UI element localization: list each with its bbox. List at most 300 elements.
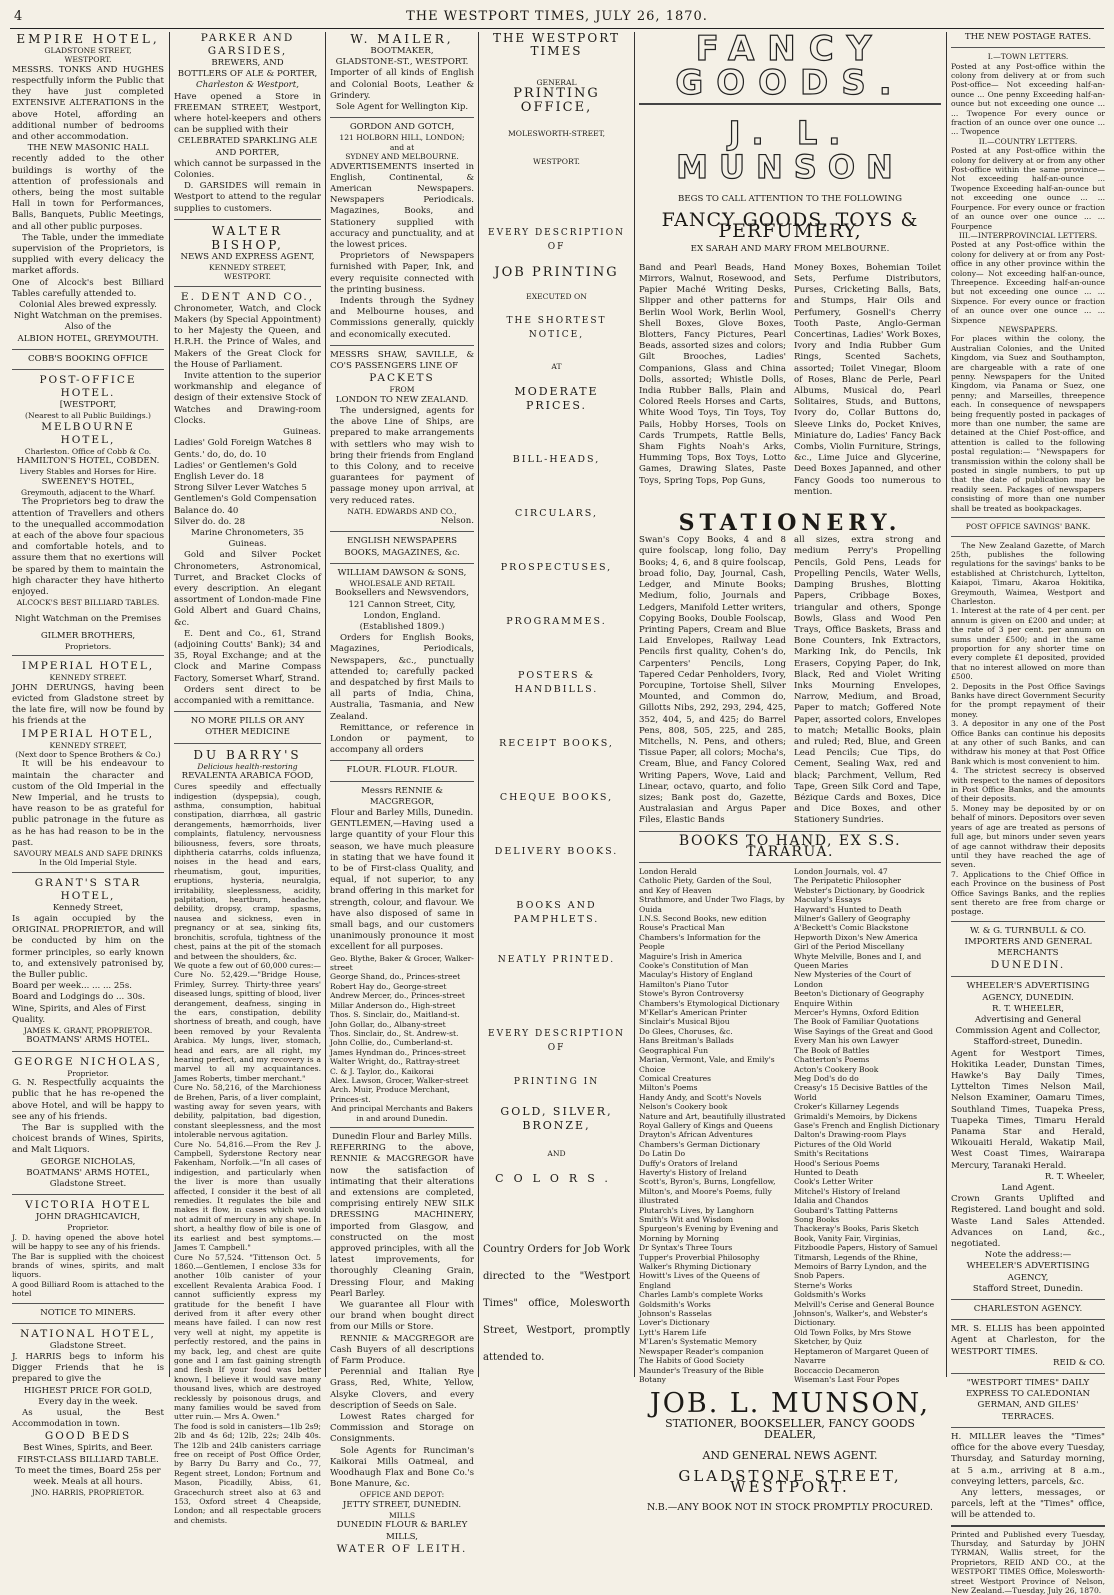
book-title: Rouse's Practical Man xyxy=(639,923,725,933)
dent-orders: Orders sent direct to be accompanied with a remittance. xyxy=(174,684,321,706)
book-title: Meg Dod's do do xyxy=(794,1073,859,1083)
watchman-note: Night Watchman on the premises. xyxy=(13,311,163,322)
grant-street: Kennedy Street, xyxy=(52,902,124,913)
garsides-note: D. GARSIDES will remain in Westport to attend to the regular supplies to customers. xyxy=(174,181,321,214)
rt-wheeler-2: R. T. Wheeler, xyxy=(1044,1171,1105,1182)
fancy-goods-line: FANCY GOODS, TOYS & PERFUMERY, xyxy=(661,209,919,243)
column-5 xyxy=(639,29,941,1513)
book-title: Maunder's Treasury of the Bible Botany xyxy=(639,1365,764,1384)
and-general: AND GENERAL NEWS AGENT. xyxy=(702,1448,878,1462)
book-title: Smith's Wit and Wisdom xyxy=(639,1215,734,1224)
nicholas-sub: Proprietor. xyxy=(67,1068,109,1078)
grant-wines: Wine, Spirits, and Ales of First Quality. xyxy=(12,1003,146,1025)
book-title: Song Books xyxy=(794,1215,840,1224)
book-title: Nature and Art, beautifully illustrated xyxy=(639,1111,786,1121)
signatory-row: Alex. Lawson, Grocer, Walker-street xyxy=(330,1075,469,1085)
book-title: Lover's Dictionary xyxy=(639,1318,710,1328)
column-1 xyxy=(12,32,164,1498)
signatory-row: James Hyndman do., Princes-street xyxy=(330,1047,466,1057)
drag-bar: The Bar is supplied with the choicest brands of wines, spirits, and malt liquors. xyxy=(12,1251,164,1280)
book-title: Mercer's Hymns, Oxford Edition xyxy=(794,1008,919,1018)
drag-prop: Proprietor. xyxy=(67,1223,109,1233)
delicious: Delicious health-restoring xyxy=(197,761,298,771)
wholesale: WHOLESALE AND RETAIL xyxy=(349,578,455,588)
book-title: Spurgeon's Evening by Evening and Morning by Morning xyxy=(639,1224,779,1243)
ex-sarah: EX SARAH AND MARY FROM MELBOURNE. xyxy=(690,243,890,254)
news-body: For places within the colony, the Australian Colonies, and the United Kingdom, via Suez and Southampton, are chargeable with a rate of one penny. Newspapers for the United Kingdom, via Panama or Suez, one penny; and Marseilles, threepence each. In consequence of newspapers being frequently posted in packages of more than one number, the same are detained at the Chief Post-office, and attention is called to the following postal regulation:— "Newspapers for transmission within the colony shall be posted in single numbers, to put up that the date of publication may be readily seen. Packages of newspapers consisting of more than one number shall be treated as bookpackages. xyxy=(951,334,1105,513)
nicholas-bar: The Bar is supplied with the choicest brands of Wines, Spirits, and Malt Liquors. xyxy=(12,1122,164,1156)
rennie-macgregor: Messrs RENNIE & MACGREGOR, xyxy=(361,785,443,807)
nicholas-street: Gladstone Street. xyxy=(49,1178,127,1189)
book-title: Sterne's Works xyxy=(794,1280,853,1290)
wheeler-sub: Advertising and General Commission Agent and Collector, xyxy=(955,1014,1101,1037)
melbourne-sub: Charleston. Office of Cobb & Co. xyxy=(24,446,152,456)
book-title: Idalia and Chandos xyxy=(794,1196,869,1206)
inter-body: Posted at any Post-office within the colony for delivery at or from any Post-office in any other province within the colony— Not exceeding half-an-ounce, Threepence. Exceeding half-an-ounce but not exceeding one ounce ... ... Sixpence. For every ounce or fraction of an ounce over one ounce ... ... Sixpence xyxy=(951,240,1105,325)
book-title: Maguire's Irish in America xyxy=(639,951,743,961)
guarantee: We guarantee all Flour with our brand when bought direct from our Mills or Store. xyxy=(330,1300,474,1333)
price-row: English Lever do. 18 xyxy=(174,471,264,482)
dubarry-cure-3: Cure No. 54,816.—From the Rev J. Campbell, Syderstone Rectory near Fakenham, Norfolk.—"In all cases of indigestion, and particularly when the liver is more than usually affected, I consider it the best of all remedies. It regulates the bile and makes it flow, in cases which would not admit of mercury in any shape. In short, a healthy flow of bile is one of its earliest and best symptoms.—James T. Campbell." xyxy=(174,1139,321,1253)
divider xyxy=(12,655,164,656)
george-nicholas: GEORGE NICHOLAS, xyxy=(14,1055,162,1068)
divider xyxy=(639,831,941,832)
harris-usual: As usual, the Best Accommodation in town. xyxy=(12,1408,164,1430)
orders-note: Any letters, messages, or parcels, left at the "Times" office, will be attended to. xyxy=(951,1487,1105,1521)
mailer-gladstone: GLADSTONE-ST., WESTPORT. xyxy=(335,57,469,68)
harris-day: Every day in the week. xyxy=(38,1396,138,1407)
book-title: Whyte Melville, Bones and I, and Queen Maries xyxy=(794,951,922,971)
holborn-hill: 121 HOLBORN HILL, LONDON; xyxy=(339,133,465,143)
land-agent: Land Agent. xyxy=(1001,1183,1055,1194)
column-rule xyxy=(634,32,635,1377)
harris-body: J. HARRIS begs to inform his Digger Friends that he is prepared to give the xyxy=(12,1351,164,1385)
book-title: Thackeray's Books, Paris Sketch Book, Vanity Fair, Virginias, Fitzboodle Papers, History of Samuel Titmarsh, Legends of the Rhine, Memoirs of Barry Lyndon, and the Snob Papers. xyxy=(794,1224,938,1281)
divider xyxy=(639,862,941,863)
divider xyxy=(174,711,321,712)
masthead-rule xyxy=(10,28,1104,29)
neatly-printed: NEATLY PRINTED. xyxy=(497,955,616,966)
gladstone-westport: GLADSTONE STREET, WESTPORT. xyxy=(678,1467,902,1497)
divider xyxy=(12,1323,164,1324)
news-express-agent: NEWS AND EXPRESS AGENT, xyxy=(180,251,315,262)
book-title: Johnson's, Walker's, and Webster's Dictionary. xyxy=(794,1309,928,1328)
from: FROM xyxy=(389,385,415,395)
cobbs-booking: COBB'S BOOKING OFFICE xyxy=(28,353,148,364)
price-row: Silver do. do. 28 xyxy=(174,516,246,527)
gordon-body: ADVERTISEMENTS inserted in English, Continental, & American Newspapers. Newspapers Periodicals. Magazines, Books, and Stationery supplied with accuracy and punctuality, and at the lowest prices. xyxy=(330,161,474,251)
newspapers: NEWSPAPERS. xyxy=(998,324,1058,334)
page-number: 4 xyxy=(14,9,24,24)
empire-body: MESSRS. TONKS AND HUGHES respectfully inform the Public that they have just completed EXTENSIVE ALTERATIONS in the above Hotel, affording an additional number of bedrooms and other accommodation. xyxy=(12,64,164,143)
derungs-body: JOHN DERUNGS, having been evicted from Gladstone street by the late fire, will now be found by his friends at the xyxy=(12,682,164,727)
book-title: Strathmore, and Under Two Flags, by Ouida xyxy=(639,895,785,914)
daily-express: "WESTPORT TIMES" DAILY EXPRESS TO CALEDONIAN GERMAN, AND GILES' TERRACES. xyxy=(965,1378,1091,1422)
job-item: DELIVERY BOOKS. xyxy=(494,846,619,858)
book-title: The Book of Battles xyxy=(794,1045,870,1055)
at: AT xyxy=(551,361,562,371)
grant-body: Is again occupied by the ORIGINAL PROPRIETOR, and will be conducted by him on the former principles, so early known to, and extensively patronised by, the Buller public. xyxy=(12,914,164,981)
dubarry-sold: The food is sold in canisters—1lb 2s9; 2lb and 4s 6d; 12lb, 22s; 24lb 40s. The 12lb and 24lb canisters carriage free on receipt of Post Office Order, by Barry Du Barry and Co., 77, Regent street, London; Fortnum and Mason, Picadilly, Abiss, 61, Gracechurch street also at 63 and 153, Oxford street 4 Cheapside, London; and all respectable grocers and chemists. xyxy=(174,1421,321,1525)
nicholas-body: G. N. Respectfully acquaints the public that he has re-opened the above Hotel, and will be happy to see any of his friends. xyxy=(12,1078,164,1122)
molesworth: MOLESWORTH-STREET, xyxy=(507,129,606,139)
postage-rates-title: THE NEW POSTAGE RATES. xyxy=(964,32,1092,42)
book-title: I.N.S. Second Books, new edition xyxy=(639,914,767,923)
divider xyxy=(12,872,164,873)
wheelers-agency: WHEELER'S ADVERTISING AGENCY, DUNEDIN. xyxy=(966,981,1090,1003)
column-2 xyxy=(174,32,321,1525)
dubarry-body: Cures speedily and effectually indigestion (dyspepsia), cough, asthma, consumption, habitual constipation, diarrhœa, all gastric derangements, hæmorrhoids, liver complaints, flatulency, nervousness biliousness, fevers, sore throats, diphtheria catarrhs, colds influenza, noises in the head and ears, rheumatism, gout, impurities, eruptions, hysteria, neuralgia, irritability, sleeplessness, acidity, palpitation, heartburn, headache, debility, dropsy, cramp, spasms, nausea and sickness, even in pregnancy or at sea, sinking fits, bronchitis, scrofula, tightness of the chest, pains at the pit of the stomach and between the shoulders, &c. xyxy=(174,782,321,961)
national-street: Gladstone Street. xyxy=(49,1340,127,1351)
divider xyxy=(174,286,321,287)
gordon-prop: Proprietors of Newspapers furnished with Paper, Ink, and every requisite connected with the printing business. xyxy=(330,251,474,295)
book-title: Chambers's Etymological Dictionary xyxy=(639,998,780,1008)
nicholas-arms: BOATMANS' ARMS HOTEL, xyxy=(26,1167,150,1178)
book-title: Every Man his own Lawyer xyxy=(794,1036,899,1046)
fancy-goods-list xyxy=(639,263,941,498)
book-title: London Journals, vol. 47 xyxy=(794,866,888,876)
dent-invite: Invite attention to the superior workmanship and elegance of design of their extensive Stock of Watches and Drawing-room Clocks. xyxy=(174,371,321,426)
lowest-rates: Lowest Rates charged for Commission and Storage on Consignments. xyxy=(330,1412,474,1445)
divider xyxy=(330,117,474,118)
cash-buyers: RENNIE & MACGREGOR are Cash Buyers of all descriptions of Farm Produce. xyxy=(330,1333,474,1367)
revalenta: REVALENTA ARABICA FOOD, xyxy=(181,770,314,781)
stafford: Stafford-street, Dunedin. xyxy=(973,1037,1083,1048)
books-list xyxy=(639,867,941,1384)
column-rule xyxy=(325,32,326,1377)
signatory-row: Walter Wright, do., Rattray-street xyxy=(330,1057,460,1067)
book-title: Sinclair's Musical Bijou xyxy=(639,1017,730,1027)
masonic-body: recently added to the other buildings is worthy of the attention of professionals and others, being the most suitable Hall in town for Performances, Balls, Banquets, Public Meetings, and all other public purposes. xyxy=(12,154,164,232)
brewers: BREWERS, AND xyxy=(211,58,284,68)
town-letters: I.—TOWN LETTERS. xyxy=(987,52,1069,62)
col4-westport: WESTPORT. xyxy=(533,156,580,166)
book-title: Hood's Serious Poems xyxy=(794,1158,880,1168)
divider xyxy=(951,1299,1105,1300)
munson-title: J. L. MUNSON xyxy=(676,114,904,186)
mills-label: MILLS xyxy=(388,1511,416,1521)
price-row: Ladies' Gold Foreign Watches 8 xyxy=(174,438,312,449)
bootmaker: BOOTMAKER, xyxy=(370,46,434,56)
book-title: A'Beckett's Comic Blackstone xyxy=(794,923,909,933)
begs-to-call: BEGS TO CALL ATTENTION TO THE FOLLOWING xyxy=(678,194,902,204)
dubarry-cure-1: We quote a few out of 60,000 cures:— Cure No. 52,429.—"Bridge House, Frimley, Surrey. Thirty-three years' diseased lungs, spitting of blood, liver derangement, deafness, singing in the ears, constipation, debility shortness of breath, and cough, have been removed by your Revalenta Arabica. My lungs, liver, stomach, head and ears, are all right, my hearing perfect, and my recovery is a marvel to all my acquaintances. James Roberts, timber merchant." xyxy=(174,960,321,1083)
signatories-list xyxy=(330,954,474,1105)
imperial-hotel-2: IMPERIAL HOTEL, xyxy=(21,727,155,740)
divider xyxy=(951,536,1105,537)
divider xyxy=(951,1427,1105,1428)
book-title: Hunted to Death xyxy=(794,1167,859,1177)
nicholas-2: GEORGE NICHOLAS, xyxy=(40,1156,136,1167)
book-title: Royal Gallery of Kings and Queens xyxy=(639,1120,773,1130)
and: AND xyxy=(547,1149,566,1159)
book-title: Comical Creatures xyxy=(639,1073,712,1083)
stationer-line: STATIONER, BOOKSELLER, FANCY GOODS DEALER, xyxy=(665,1416,915,1441)
job-item: PROSPECTUSES, xyxy=(500,562,613,574)
also-note: Also of the xyxy=(64,322,112,333)
savings-rule: 3. A depositor in any one of the Post Office Banks can continue his deposits at any other of such Banks, and can withdraw his money at that Post Office Bank which is most convenient to him. xyxy=(951,719,1105,766)
book-title: Goubard's Tatting Patterns xyxy=(794,1205,898,1215)
packets: PACKETS xyxy=(369,372,435,385)
rennie-mills: Flour and Barley Mills, Dunedin. xyxy=(330,808,474,819)
victoria-hotel: VICTORIA HOTEL xyxy=(25,1199,151,1212)
fancy-list-right: Money Boxes, Bohemian Toilet Sets, Perfume Distributors, Purses, Cricketing Balls, Bats, and Stumps, Hair Oils and Perfumery, Gosnell's Cherry Tooth Paste, Anglo-German Concertinas, Ladies' Work Boxes, Ivory and India Rubber Gum Rings, Scented Sachets, assorted; Toilet Vinegar, Bloom of Roses, Blanc de Perle, Pearl Albums, Musical do, Pearl Solitaires, Studs, and Buttons, Ivory do, Collar Buttons do, Sleeve Links do, Pocket Knives, Miniature do, Ladies' Fancy Back Combs, Violin Furniture, Strings, &c., Lime Juice and Glycerine, Deed Boxes Japanned, and other Fancy Goods too numerous to mention. xyxy=(794,262,941,497)
book-title: Smith's Recitations xyxy=(794,1149,869,1159)
job-item: RECEIPT BOOKS, xyxy=(499,738,614,750)
divider xyxy=(174,219,321,220)
dent-price-list xyxy=(174,438,321,528)
book-title: Johnson's Rasselas xyxy=(639,1309,712,1319)
stationery-title: STATIONERY. xyxy=(678,510,902,537)
every-description-2: EVERY DESCRIPTION OF xyxy=(488,1029,625,1054)
signatory-row: Millar Anderson do., High-street xyxy=(330,1000,456,1010)
imperial-next-door: (Next door to Spence Brothers & Co.) xyxy=(15,750,161,759)
dubarry-cure-4: Cure No 57,524. "Tittenson Oct. 5 1860.—Gentlemen, I enclose 33s for another 10lb canister of your excellent Revalenta Arabica Food. I cannot sufficiently express my gratitude for the benefit I have derived from it after every other means have failed. I can now rest very well at night, my appetite is perfectly restored, and the pains in my back, leg, and chest are quite gone and I am fast gaining strength and flesh If your food was better known, I believe it would save many thousand lives, which are destroyed recklessly by poisonous drugs, and many families would be saved from utter ruin.— Mrs A. Owen." xyxy=(174,1252,321,1422)
dunedin-flour: DUNEDIN FLOUR & BARLEY MILLS, xyxy=(336,1520,468,1542)
divider xyxy=(951,976,1105,977)
job-munson-title: JOB. L. MUNSON, xyxy=(649,1388,931,1420)
book-title: Melvill's Cerise and General Bounce xyxy=(794,1299,935,1309)
book-title: Creasy's 15 Decisive Battles of the World xyxy=(794,1083,928,1102)
sweeney-sub: Greymouth, adjacent to the Wharf. xyxy=(21,487,155,497)
du-barry: DU BARRY'S xyxy=(193,747,302,762)
book-title: Catholic Piety, Garden of the Soul, and Key of Heaven xyxy=(639,876,772,895)
fancy-goods-title: FANCY GOODS. xyxy=(675,29,905,103)
table-note: The Table, under the immediate supervision of the Proprietors, is supplied with every delicacy the market affords. xyxy=(12,232,164,277)
savings-bank: POST OFFICE SAVINGS' BANK. xyxy=(965,522,1091,532)
masonic-hall-heading: THE NEW MASONIC HALL xyxy=(27,143,149,154)
book-title: Howitt's Lives of the Queens of England xyxy=(639,1271,760,1290)
job-item: CIRCULARS, xyxy=(515,508,598,520)
sydney-melbourne: SYDNEY AND MELBOURNE. xyxy=(345,152,459,162)
to-meet: To meet the times, Board 25s per week. Meals at all hours. xyxy=(15,1465,161,1488)
job-printing: JOB PRINTING xyxy=(494,265,619,281)
book-title: Milton's Poems xyxy=(639,1083,698,1093)
book-title: Girl of the Period Miscellany xyxy=(794,942,905,952)
proprietors-body: The Proprietors beg to draw the attention of Travellers and others to the unequalled accommodation at each of the above four spacious and comfortable hotels, and to assure them that no exertions will be spared by them to maintain the high character they have hitherto enjoyed. xyxy=(12,497,164,597)
divider xyxy=(330,563,474,564)
book-title: Grimaldi's Memoirs, by Dickens xyxy=(794,1111,918,1121)
column-rule xyxy=(946,32,947,1377)
dent-rest: Gold and Silver Pocket Chronometers, Astronomical, Turret, and Bracket Clocks of every description. An elegant assortment of London-made Fine Gold Albert and Guard Chains, &c. xyxy=(174,550,321,628)
divider xyxy=(951,1525,1105,1527)
savings-body: The New Zealand Gazette, of March 25th, publishes the following regulations for the savings' banks to be established at Christchurch, Lyttelton, Kaiapoi, Timaru, Akaroa Hokitika, Greymouth, Waimea, Westport and Charleston. xyxy=(951,540,1105,606)
books-right xyxy=(794,867,941,1384)
harris-proprietor: JNO. HARRIS, PROPRIETOR. xyxy=(31,1488,145,1498)
shaw-saville: MESSRS SHAW, SAVILLE, & CO'S PASSENGERS LINE OF xyxy=(330,349,474,372)
book-title: Lytt's Harem Life xyxy=(639,1327,707,1337)
miller-body: H. MILLER leaves the "Times" office for the above every Tuesday, Thursday, and Saturday morning, at 5 a.m., arriving at 8 a.m., conveying letters, parcels, &c. xyxy=(951,1431,1105,1487)
turnbull: W. & G. TURNBULL & CO. xyxy=(969,925,1087,936)
celebrated-ale: CELEBRATED SPARKLING ALE AND PORTER, xyxy=(177,136,318,158)
drag-billiard: A good Billiard Room is attached to the hotel xyxy=(12,1279,164,1299)
nb-note: N.B.—ANY BOOK NOT IN STOCK PROMPTLY PROCURED. xyxy=(647,1501,933,1513)
book-title: Marian, Vermont, Vale, and Emily's Choice xyxy=(639,1055,775,1074)
parker-garsides: PARKER AND GARSIDES, xyxy=(200,32,295,57)
billiard-note: One of Alcock's best Billiard Tables carefully attended to. xyxy=(12,277,164,299)
job-item: CHEQUE BOOKS, xyxy=(499,792,614,804)
book-title: Cooke's Constitution of Man xyxy=(639,961,749,971)
job-items xyxy=(483,413,630,927)
printing-in: PRINTING IN xyxy=(513,1077,600,1088)
savoury-sub: In the Old Imperial Style. xyxy=(39,858,137,868)
book-title: Boccaccio Decameron xyxy=(794,1365,880,1375)
book-title: Webster's Dictionary, by Goodrick xyxy=(794,885,925,895)
stationery-list xyxy=(639,535,941,826)
dunedin-mills: Dunedin Flour and Barley Mills. xyxy=(332,1131,472,1142)
board-lodging: Board and Lodgings do ... 30s. xyxy=(12,992,146,1003)
post-office-hotel-title: POST-OFFICE HOTEL. xyxy=(39,374,137,400)
dent-title: E. DENT AND CO., xyxy=(180,290,315,303)
westport-times: THE WESTPORT TIMES xyxy=(492,31,621,58)
book-title: London Herald xyxy=(639,866,697,876)
no-more-pills: NO MORE PILLS OR ANY OTHER MEDICINE xyxy=(190,716,305,738)
signatory-row: Andrew Mercer, do., Princes-street xyxy=(330,991,465,1001)
and-at: and at xyxy=(389,142,415,152)
mailer-importer: Importer of all kinds of English and Colonial Boots, Leather & Grindery. xyxy=(330,68,474,101)
book-title: Charles Lamb's complete Works xyxy=(639,1290,763,1300)
signatory-row: Geo. Blythe, Baker & Grocer, Walker-street xyxy=(330,953,474,973)
book-title: Dalton's Drawing-room Plays xyxy=(794,1130,907,1140)
imperial-street: KENNEDY STREET. xyxy=(49,673,127,683)
note-address: Note the address:— xyxy=(984,1250,1072,1261)
imperial-hotel-title: IMPERIAL HOTEL, xyxy=(21,660,155,673)
book-title: Plutarch's Lives, by Langhorn xyxy=(639,1205,755,1215)
merchants: MERCHANTS xyxy=(997,948,1059,959)
signatory-row: John Gollar, do., Albany-street xyxy=(330,1019,446,1029)
importers: IMPORTERS AND GENERAL xyxy=(964,936,1092,947)
divider xyxy=(330,531,474,532)
stationery-left: Swan's Copy Books, 4 and 8 quire foolscap, long folio, Day Books; 4, 6, and 8 quire foolscap, broad folio, Day, Journal, Cash, Ledger, and Minute Books; Medium, folio, Journals and Ledgers, Manifold Letter writers, Copying Books, Double Foolscap, Printing Papers, Cream and Blue Laid Envelopes, Railway Lead Pencils first quality, Cohen's do, Carpenters' Pencils, Long Tapered Cedar Penholders, Ivory, Porcupine, Tortoise Shell, Silver Mounted, and Common do, Gillotts Nibs, 292, 293, 294, 425, 352, 404, 5, and 425; do Barrel Pens, 808, 505, 225, and 285, Mitchells, N. Pens, and others; Tissue Paper, all colors; Mocha's, Cream, Blue, and Fancy Colored Writing Papers, Wove, Laid and Linear, octavo, quarto, and folio sizes; Bank post do, Gazette, Australasian and Argus Paper Files, Elastic Bands xyxy=(639,535,786,826)
divider xyxy=(951,517,1105,518)
water-of-leith: WATER OF LEITH. xyxy=(336,1542,468,1555)
book-title: The Book of Familiar Quotations xyxy=(794,1017,919,1027)
moderate-prices: MODERATE PRICES. xyxy=(514,385,599,413)
book-title: Croker's Killarney Legends xyxy=(794,1102,899,1112)
good-beds: GOOD BEDS xyxy=(44,1430,132,1443)
book-title: Do Glees, Choruses, &c. xyxy=(639,1026,733,1036)
book-title: Goldsmith's Works xyxy=(639,1299,711,1309)
night-watchman: Night Watchman on the Premises xyxy=(14,613,162,624)
draghicavich: JOHN DRAGHICAVICH, xyxy=(35,1212,141,1223)
book-title: Walker's Rhyming Dictionary xyxy=(639,1262,752,1272)
signatory-row: John Collie, do., Cumberland-st. xyxy=(330,1038,453,1048)
hamilton-hotel: HAMILTON'S HOTEL, COBDEN. xyxy=(16,456,160,467)
rennie-body: GENTLEMEN,—Having used a large quantity of your Flour this season, we have much pleasure in stating that we have found it to be of First-class Quality, and equal, if not superior, to any brand offering in this market for strength, colour, and flavour. We have also disposed of same in small bags, and our customers unanimously pronounce it most excellent for all purposes. xyxy=(330,819,474,953)
colors: COLORS. xyxy=(495,1172,618,1186)
book-title: Chambers's German Dictionary xyxy=(639,1139,761,1149)
book-title: Maculay's Essays xyxy=(794,895,862,905)
gold-silver: GOLD, SILVER, BRONZE, xyxy=(500,1105,613,1133)
book-title: Hayward's Hunted to Death xyxy=(794,904,902,914)
price-row: Ladies' or Gentlemen's Gold xyxy=(174,460,298,471)
kennedy-street: KENNEDY STREET, xyxy=(209,263,286,273)
book-title: Mitchel's History of Ireland xyxy=(794,1186,901,1196)
albion-hotel: ALBION HOTEL, GREYMOUTH. xyxy=(17,333,159,344)
book-title: Hepworth Dixon's New America xyxy=(794,932,918,942)
first-class-billiard: FIRST-CLASS BILLIARD TABLE. xyxy=(17,1454,159,1465)
turnbull-dunedin: DUNEDIN. xyxy=(990,959,1066,972)
job-item: BOOKS AND PAMPHLETS. xyxy=(513,900,600,926)
flour-heading: FLOUR. FLOUR. FLOUR. xyxy=(346,765,458,776)
signatory-row: Thos. Sinclair, do., St. Andrew-st. xyxy=(330,1028,459,1038)
crown-grants: Crown Grants Uplifted and Registered. Land bought and sold. Waste Land Sales Attended. Advances on Land, &c., negotiated. xyxy=(951,1194,1105,1250)
signatory-row: George Shand, do., Princes-street xyxy=(330,972,461,982)
imprint: Printed and Published every Tuesday, Thursday, and Saturday by JOHN TYRMAN, Wallis street, for the Proprietors, REID AND CO., at the WESTPORT TIMES Office, Molesworth-street Westport Province of Nelson, New Zealand.—Tuesday, July 26, 1870. xyxy=(951,1529,1105,1595)
remittance: Remittance, or reference in London or payment, to accompany all orders xyxy=(330,722,474,756)
nelson: Nelson. xyxy=(440,516,474,527)
book-title: Pictures of the Old World xyxy=(794,1139,892,1149)
imperial-endeavour: It will be his endeavour to maintain the character and custom of the Old Imperial in the New Imperial, and he trusts to have reason to be as grateful for public patronage in the future as as he has had reason to be in the past. xyxy=(12,759,164,848)
dawson-body: Booksellers and Newsvendors, 121 Cannon Street, City, London, England. xyxy=(335,588,469,621)
job-item: POSTERS & HANDBILLS. xyxy=(514,670,599,696)
column-6 xyxy=(951,32,1105,1595)
divider xyxy=(951,1319,1105,1320)
marine-chrono: Marine Chronometers, 35 Guineas. xyxy=(191,527,304,550)
general: GENERAL xyxy=(536,78,577,87)
national-hotel: NATIONAL HOTEL, xyxy=(20,1327,156,1340)
parker-body: Have opened a Store in FREEMAN STREET, Westport, where hotel-keepers and others can be supplied with their xyxy=(174,91,321,136)
book-title: Hamilton's Piano Tutor xyxy=(639,979,729,989)
books-to-hand-title: BOOKS TO HAND, EX S.S. TARARUA. xyxy=(678,832,902,860)
column-rule xyxy=(478,32,479,1377)
every-description: EVERY DESCRIPTION OF xyxy=(488,228,625,253)
charleston-agency: CHARLESTON AGENCY. xyxy=(973,1304,1083,1315)
dawson-sons: WILLIAM DAWSON & SONS, xyxy=(337,567,467,578)
interprovincial: III.—INTERPROVINCIAL LETTERS. xyxy=(958,230,1098,240)
jetty-street: JETTY STREET, DUNEDIN. xyxy=(342,1499,462,1510)
town-body: Posted at any Post-office within the colony from delivery at or from such Post-office— Not exceeding half-an-ounce ... One penny Exceeding half-an-ounce but not exceeding one ounce ... ... Twopence For every ounce or fraction of an ounce over one ounce ... ... Twopence xyxy=(951,61,1105,137)
walter-bishop: WALTER BISHOP, xyxy=(211,223,284,252)
divider xyxy=(951,47,1105,48)
office-depot: OFFICE AND DEPOT: xyxy=(359,1490,445,1500)
book-title: Geographical Fun xyxy=(639,1045,709,1055)
divider xyxy=(12,369,164,370)
grant-proprietor: JAMES K. GRANT, PROPRIETOR. xyxy=(23,1026,153,1036)
book-title: Acton's Cookery Book xyxy=(794,1064,879,1074)
referring: REFERRING to the above, RENNIE & MACGREGOR have now the satisfaction of intimating that their alterations and extensions are completed, comprising entirely NEW SILK DRESSING MACHINERY, imported from Glasgow, and constructed on the most approved principles, with all the latest improvements, for thoroughly Cleaning Grain, Dressing Flour, and Making Pearl Barley. xyxy=(330,1143,474,1299)
signatory-row: Robert Hay do., George-street xyxy=(330,981,447,991)
shaw-body: The undersigned, agents for the above Line of Ships, are prepared to make arrangements with settlers who may wish to bring their friends from England to this Colony, and to receive guarantees for payment of passage money upon arrival, at very reduced rates. xyxy=(330,405,474,506)
book-title: Sketcher, by Quiz xyxy=(794,1337,862,1347)
dent-address: E. Dent and Co., 61, Strand (adjoining Coutts' Bank); 34 and 35, Royal Exchange; and at the Clock and Marine Compass Factory, Somerset Wharf, Strand. xyxy=(174,628,321,684)
english-newspapers: ENGLISH NEWSPAPERS BOOKS, MAGAZINES, &c. xyxy=(344,536,460,558)
job-item: BILL-HEADS, xyxy=(512,454,601,466)
melbourne-hotel: MELBOURNE HOTEL, xyxy=(41,420,135,446)
post-westport: [WESTPORT, xyxy=(59,400,117,411)
imperial-street-2: KENNEDY STREET, xyxy=(49,740,127,750)
divider xyxy=(12,1051,164,1052)
country-letters: II.—COUNTRY LETTERS. xyxy=(978,136,1078,146)
book-title: Gase's French and English Dictionary xyxy=(794,1120,940,1130)
country-orders: Country Orders for Job Work directed to the "Westport Times" office, Molesworth Street, Westport, promptly attended to. xyxy=(483,1244,630,1364)
perennial: Perennial and Italian Rye Grass, Red, White, Yellow, Alsyke Clovers, and every description of Seeds on Sale. xyxy=(330,1367,474,1411)
notice-to-miners: NOTICE TO MINERS. xyxy=(40,1307,136,1318)
book-title: The Habits of Good Society xyxy=(639,1356,745,1366)
price-row: Strong Silver Lever Watches 5 xyxy=(174,483,307,494)
savings-rules xyxy=(951,606,1105,916)
book-title: Enquire Within xyxy=(794,998,853,1008)
drag-body: J. D. having opened the above hotel will be happy to see any of his friends. xyxy=(12,1232,164,1252)
book-title: Drayton's African Adventures xyxy=(639,1130,753,1140)
divider xyxy=(330,1127,474,1128)
harris-price: HIGHEST PRICE FOR GOLD, xyxy=(23,1385,153,1396)
book-title: Stowe's Byron Controversy xyxy=(639,989,744,999)
column-4 xyxy=(483,32,630,1377)
divider xyxy=(639,103,941,105)
empire-town: WESTPORT. xyxy=(64,55,112,65)
book-title: Maculay's History of England xyxy=(639,970,753,980)
